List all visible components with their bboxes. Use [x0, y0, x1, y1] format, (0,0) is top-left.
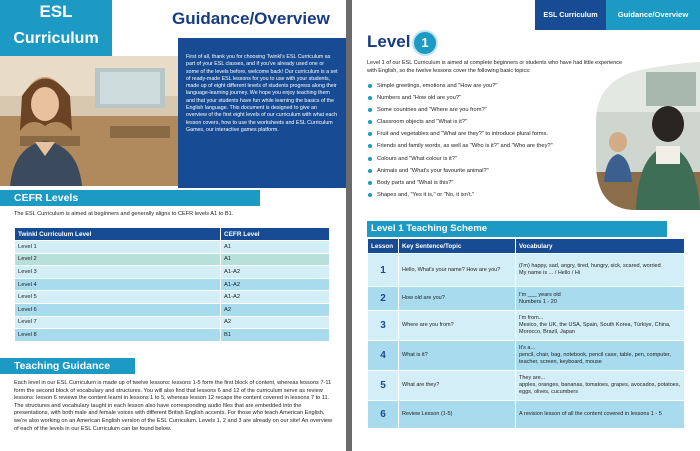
students-classroom-photo [596, 62, 700, 210]
topic-list [367, 80, 597, 201]
lesson-number: 1 [368, 254, 399, 287]
vocabulary [516, 311, 685, 341]
vocab-line: My name is ... / Hello / Hi [519, 270, 581, 276]
teaching-guidance-text: Each level in our ESL Curriculum is made up of twelve lessons: lessons 1-5 form the first block of content, whereas lessons 7-11 form the second block of vocabulary and structures. You will also find that lessons 6 and 12 of the curriculum serve as review lessons: lesson 6 reviews the content learnt in lessons 1 to 5, whereas lesson 12 recaps the content covered in lessons 7 to 11. The structures and vocabulary taught in each lesson also have corresponding audio files that are embedded into the presentations, with both male and female voices with different British English accents. For those who teach American English, we're also working on an American English version of the ESL Curriculum. Levels 1, 2 and 3 are already on our site! An overview of each of the levels in our ESL Curriculum can be found below. [14, 380, 333, 432]
table-row [368, 371, 685, 401]
cefr-cell: A1-A2 [221, 291, 330, 304]
scheme-table-header [368, 239, 685, 254]
tab-esl-curriculum: ESL Curriculum [535, 0, 606, 30]
teaching-scheme-table [367, 238, 685, 429]
list-item: Friends and family words, as well as "Who is it?" and "Who are they?" [367, 140, 597, 152]
cefr-cell: A2 [221, 316, 330, 329]
cefr-levels-heading: CEFR Levels [0, 190, 260, 206]
cefr-cell: A1 [221, 241, 330, 254]
intro-box [178, 38, 346, 188]
lesson-number: 4 [368, 341, 399, 371]
vocabulary [516, 341, 685, 371]
level-cell: Level 5 [15, 291, 221, 304]
level-cell: Level 6 [15, 303, 221, 316]
cefr-cell: B1 [221, 329, 330, 342]
vocabulary [516, 371, 685, 401]
cefr-table-header [15, 228, 330, 241]
esl-curriculum-logo [0, 0, 112, 56]
teaching-scheme-heading: Level 1 Teaching Scheme [367, 221, 667, 237]
vocabulary [516, 287, 685, 311]
vocab-line: Mexico, the UK, the USA, Spain, South Korea, Türkiye, China, Morocco, Brazil, Japan [519, 322, 671, 335]
list-item: Some countries and "Where are you from?" [367, 104, 597, 116]
cefr-description: The ESL Curriculum is aimed at beginners and generally aligns to CEFR levels A1 to B1. [14, 211, 234, 217]
key-sentence: What are they? [399, 371, 516, 401]
level-cell: Level 4 [15, 278, 221, 291]
header-key-sentence: Key Sentence/Topic [399, 239, 516, 254]
key-sentence: Review Lesson (1-5) [399, 401, 516, 429]
page-guidance-left [0, 0, 346, 451]
table-row [368, 401, 685, 429]
intro-text: First of all, thank you for choosing Twinkl's ESL Curriculum as part of your ESL classes, and if you've already used one or some of the levels before, welcome back! Our curriculum is a set of ready-made ESL lessons for you to use with your students, made up of eight different levels of students progress along their language-learning journey. We hope you enjoy teaching them and that your students have fun while learning the basics of the English language. This document is designed to give an overview of the first eight levels of our curriculum with what each lesson covers, how to use the worksheets and ESL Curriculum Games, our interactive games platform. [186, 54, 338, 133]
list-item: Animals and "What's your favourite animal?" [367, 165, 597, 177]
level-intro: Level 1 of our ESL Curriculum is aimed at complete beginners or students who have had little experience with English, so the twelve lessons cover the following basic topics: [367, 60, 623, 74]
table-row [15, 241, 330, 254]
table-row [15, 278, 330, 291]
logo-curriculum-text: Curriculum [13, 30, 99, 47]
level-cell: Level 7 [15, 316, 221, 329]
level-cell: Level 8 [15, 329, 221, 342]
key-sentence: What is it? [399, 341, 516, 371]
table-row [368, 254, 685, 287]
list-item: Colours and "What colour is it?" [367, 153, 597, 165]
vocab-line: I'm ___ years old [519, 291, 561, 298]
level-cell: Level 2 [15, 253, 221, 266]
vocab-line: They are... [519, 375, 546, 381]
cefr-cell: A1-A2 [221, 266, 330, 279]
cefr-table [14, 227, 330, 342]
tab-guidance-overview: Guidance/Overview [606, 0, 700, 30]
teacher-classroom-photo [0, 56, 178, 186]
page-title: Guidance/Overview [172, 9, 330, 28]
table-row [368, 287, 685, 311]
vocab-line: (I'm) happy, sad, angry, tired, hungry, sick, scared, worried [519, 263, 661, 269]
page-level-1-right [352, 0, 700, 451]
level-title: Level [367, 32, 411, 51]
vocabulary [516, 401, 685, 429]
teaching-guidance-heading: Teaching Guidance [0, 358, 135, 374]
list-item: Simple greetings, emotions and "How are you?" [367, 80, 597, 92]
list-item: Numbers and "How old are you?" [367, 92, 597, 104]
lesson-number: 3 [368, 311, 399, 341]
table-row [15, 303, 330, 316]
table-row [368, 311, 685, 341]
header-cefr-level: CEFR Level [221, 228, 330, 241]
list-item: Shapes and, "Yes it is," or "No, it isn't." [367, 189, 597, 201]
table-row [15, 316, 330, 329]
lesson-number: 5 [368, 371, 399, 401]
level-number-badge: 1 [412, 30, 438, 56]
level-cell: Level 1 [15, 241, 221, 254]
header-curriculum-level: Twinkl Curriculum Level [15, 228, 221, 241]
key-sentence: Hello, What's your name? How are you? [399, 254, 516, 287]
table-row [15, 291, 330, 304]
header-vocabulary: Vocabulary [516, 239, 685, 254]
table-row [368, 341, 685, 371]
key-sentence: Where are you from? [399, 311, 516, 341]
vocab-line: Numbers 1 - 20 [519, 298, 557, 305]
table-row [15, 266, 330, 279]
header-lesson: Lesson [368, 239, 399, 254]
logo-esl-text: ESL [39, 2, 73, 21]
vocab-line: I'm from... [519, 315, 544, 321]
key-sentence: How old are you? [399, 287, 516, 311]
lesson-number: 2 [368, 287, 399, 311]
list-item: Classroom objects and "What is it?" [367, 116, 597, 128]
vocabulary [516, 254, 685, 287]
vocab-line: pencil, chair, bag, notebook, pencil case, table, pen, computer, teacher, screen, keyboard, mouse [519, 352, 671, 365]
vocab-line: A revision lesson of all the content covered in lessons 1 - 5 [519, 411, 662, 417]
vocab-line: apples, oranges, bananas, tomatoes, grapes, avocados, potatoes, eggs, olives, cucumbers [519, 382, 681, 395]
lesson-number: 6 [368, 401, 399, 429]
cefr-cell: A1-A2 [221, 278, 330, 291]
cefr-cell: A1 [221, 253, 330, 266]
table-row [15, 329, 330, 342]
list-item: Body parts and "What is this?" [367, 177, 597, 189]
cefr-cell: A2 [221, 303, 330, 316]
table-row [15, 253, 330, 266]
list-item: Fruit and vegetables and "What are they?" to introduce plural forms. [367, 128, 597, 140]
vocab-line: It's a... [519, 345, 536, 351]
level-cell: Level 3 [15, 266, 221, 279]
